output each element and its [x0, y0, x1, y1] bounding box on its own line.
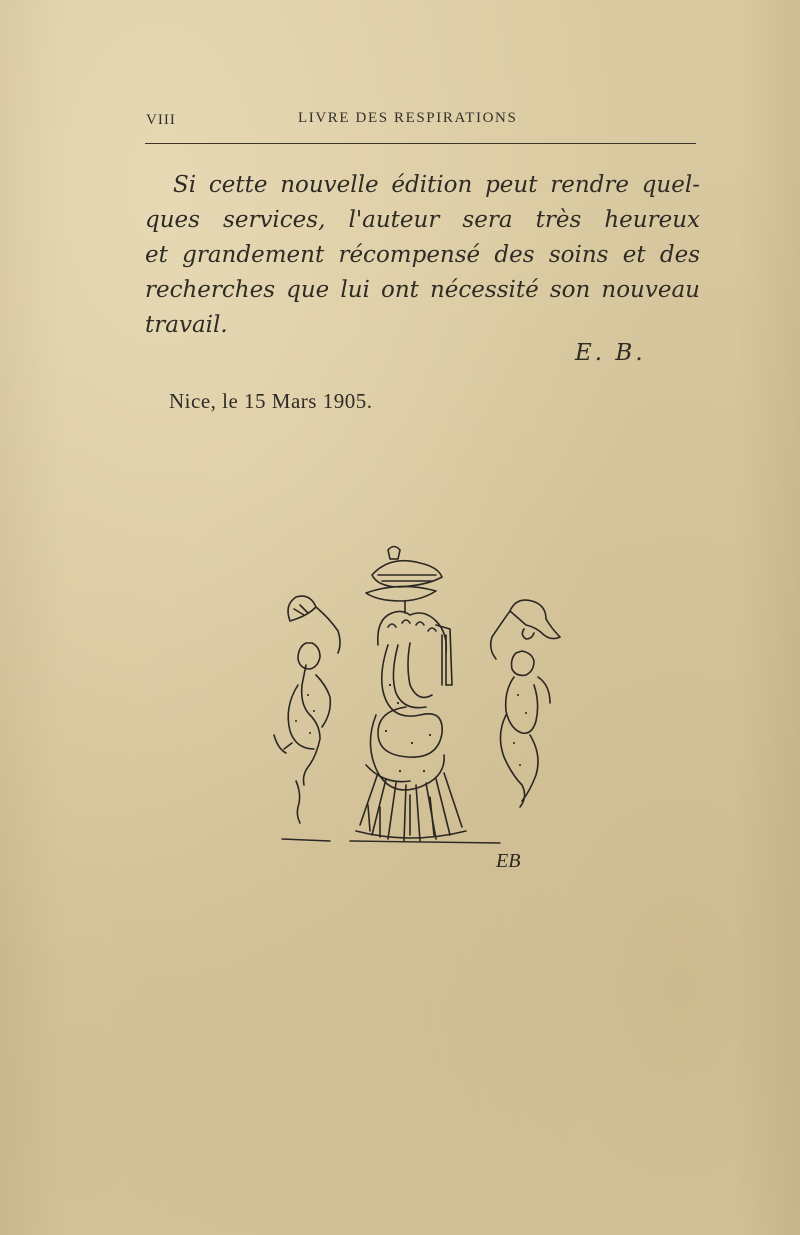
dateline: Nice, le 15 Mars 1905.: [169, 389, 373, 413]
ground-line: [282, 839, 500, 843]
paragraph-line: travail.: [145, 312, 228, 338]
paragraph-line: ques services, l'auteur sera très heureux: [145, 207, 700, 233]
parasol-figure: [356, 547, 466, 842]
page-number: VIII: [146, 112, 176, 128]
author-signature: E. B.: [575, 340, 646, 366]
paragraph-line: et grandement récompensé des soins et des: [145, 242, 700, 268]
running-head: LIVRE DES RESPIRATIONS: [298, 110, 518, 126]
paragraph-line: Si cette nouvelle édition peut rendre quel-: [173, 172, 700, 198]
preface-paragraph: [145, 168, 700, 343]
paragraph-line: recherches que lui ont nécessité son nouveau: [145, 277, 700, 303]
right-attendant-figure: [491, 600, 560, 807]
header-rule: [145, 143, 696, 144]
monogram: EB: [496, 850, 521, 872]
vignette-illustration: [260, 535, 580, 875]
left-attendant-figure: [274, 596, 340, 823]
